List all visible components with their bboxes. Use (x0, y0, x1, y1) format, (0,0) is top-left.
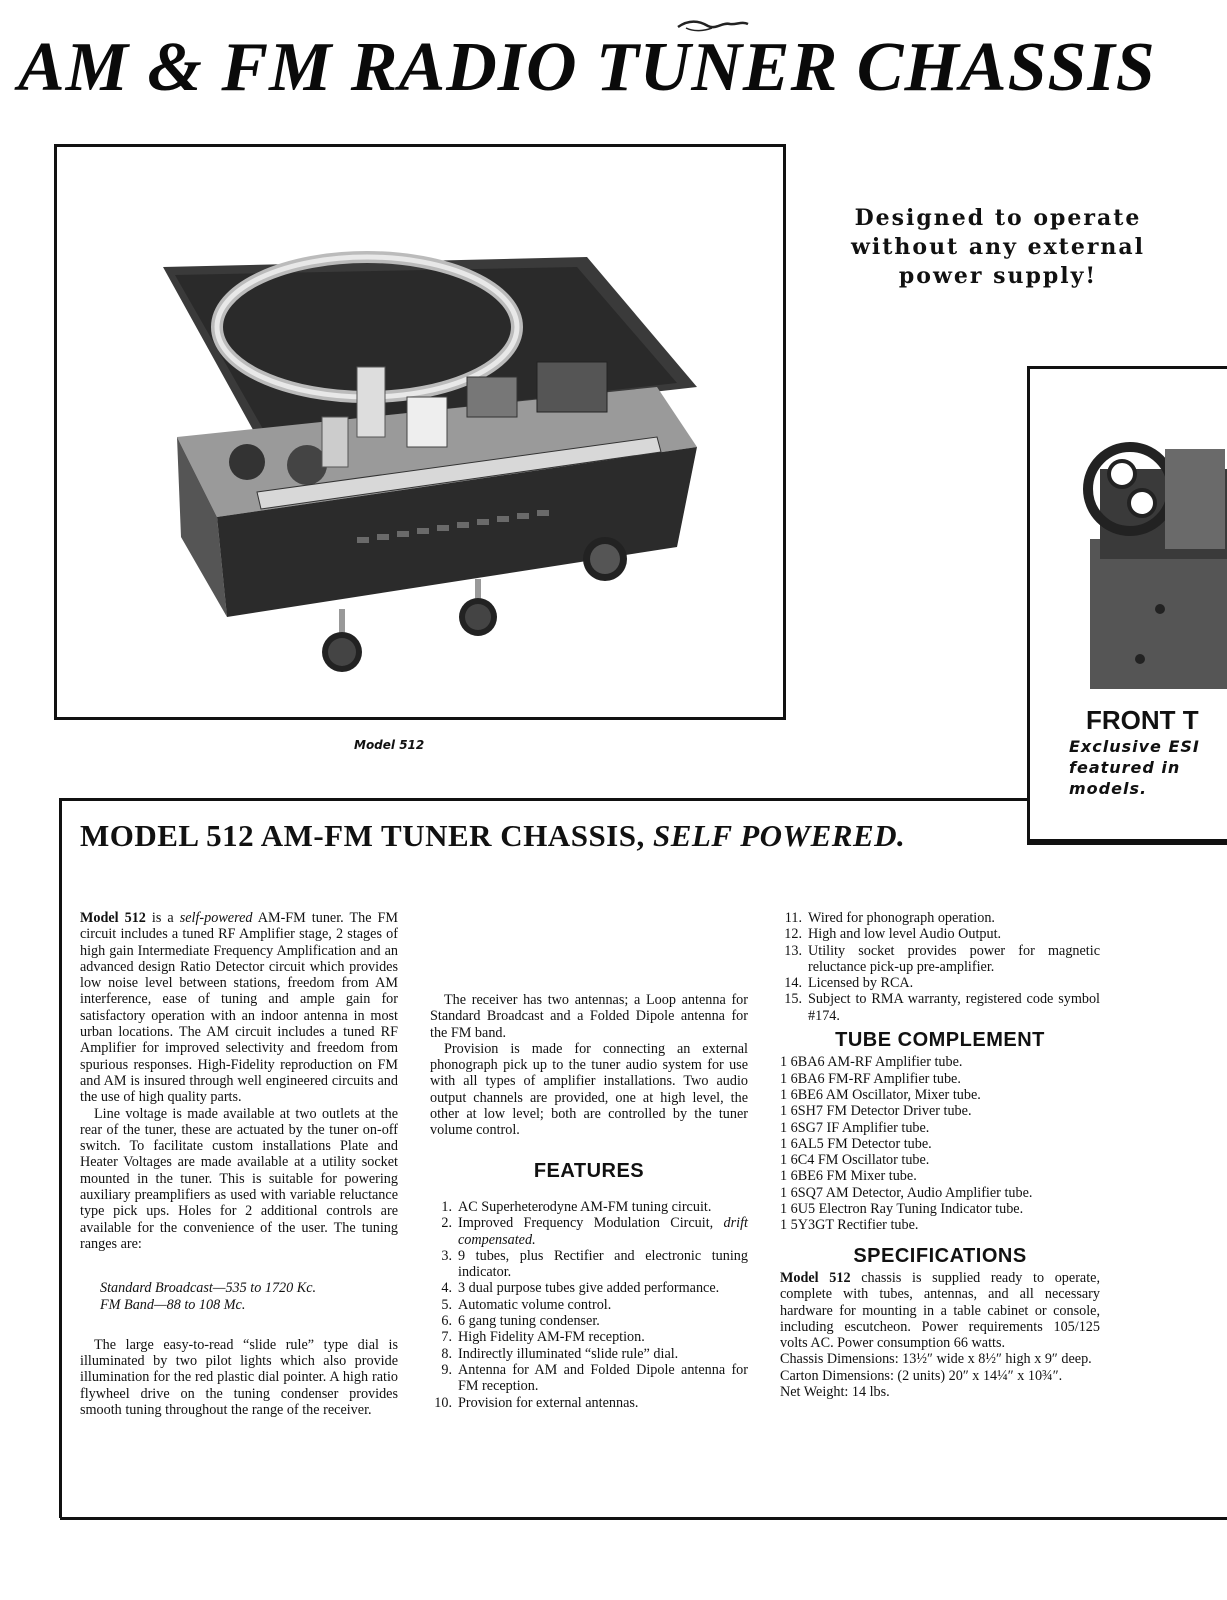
feature-text (808, 910, 1100, 926)
feature-text-body: 6 gang tuning condenser. (458, 1313, 600, 1330)
photo-caption: Model 512 (354, 738, 425, 752)
tube-item: 1 6BA6 AM-RF Amplifier tube. (780, 1054, 963, 1071)
feature-text (808, 991, 1100, 1024)
line-voltage-paragraph: Line voltage is made available at two outlets at the rear of the tuner, these are actuated by the tuner on-off switch. To facilitate custom installations Plate and Heater Voltages are made available at a utility socket mounted in the tuner. This is suitable for powering auxiliary preamplifiers as used with variable reluctance type pick ups. Holes for 2 additional controls are available for the convenience of the user. The tuning ranges are: (80, 1105, 398, 1252)
tube-item: 1 6SG7 IF Amplifier tube. (780, 1119, 930, 1136)
feature-number: 5. (441, 1296, 452, 1313)
tube-item: 1 6BA6 FM-RF Amplifier tube. (780, 1070, 961, 1087)
feature-number: 10. (434, 1394, 452, 1411)
feature-text-body: High and low level Audio Output. (808, 926, 1002, 943)
feature-item (430, 1362, 748, 1395)
tube-item: 1 6AL5 FM Detector tube. (780, 1135, 932, 1152)
feature-number: 6. (441, 1313, 452, 1330)
feature-item (780, 926, 1100, 942)
feature-item (430, 1248, 748, 1281)
feature-number: 12. (784, 926, 802, 943)
tube-list (780, 1054, 1100, 1233)
feature-text-body: AC Superheterodyne AM-FM tuning circuit. (458, 1198, 712, 1215)
feature-text-emphasis: drift compensated. (458, 1215, 748, 1248)
feature-text (808, 943, 1100, 976)
feature-text (458, 1199, 748, 1215)
feature-number: 14. (784, 975, 802, 992)
tagline-line-3: power supply! (898, 263, 1098, 289)
intro-text: AM-FM tuner. The FM circuit includes a tuned RF Amplifier stage, 2 stages of high gain Intermediate Frequency Amplification and an advanced design Ratio Detector circuit which provides low noise level between stations, freedom from AM interference, ease of tuning and ample gain for satisfactory operation with an indoor antenna in most urban locations. The AM circuit includes a tuned RF Amplifier for improved selectivity and freedom from spurious responses. High-Fidelity reproduction on FM and AM is insured through well engineered circuits and the use of high quality parts. (80, 910, 399, 1106)
feature-number: 2. (441, 1215, 452, 1232)
tube-item: 1 6C4 FM Oscillator tube. (780, 1152, 930, 1169)
feature-text (458, 1280, 748, 1296)
feature-text (808, 926, 1100, 942)
feature-item (430, 1329, 748, 1345)
tube-item: 1 6SH7 FM Detector Driver tube. (780, 1103, 972, 1120)
section-title-emphasis: SELF POWERED. (653, 818, 906, 853)
front-panel-photo (1030, 369, 1227, 699)
tube-item: 1 6U5 Electron Ray Tuning Indicator tube. (780, 1201, 1024, 1218)
feature-number: 4. (441, 1280, 452, 1297)
tuning-ranges (100, 1280, 398, 1313)
feature-item (430, 1297, 748, 1313)
tagline-line-2: without any external (850, 234, 1146, 260)
body-column-1 (80, 910, 398, 1418)
feature-text (458, 1215, 748, 1248)
antennas-paragraph: The receiver has two antennas; a Loop antenna for Standard Broadcast and a Folded Dipole antenna for the FM band. (430, 992, 748, 1041)
feature-text (458, 1248, 748, 1281)
inset-title: FRONT T (1086, 705, 1199, 735)
model-lead: Model 512 (80, 910, 146, 926)
specifications-heading: SPECIFICATIONS (853, 1244, 1027, 1267)
feature-text-body: Subject to RMA warranty, registered code symbol #174. (808, 991, 1100, 1024)
inset-text-line-2: featured in (1069, 758, 1181, 777)
tube-complement-heading: TUBE COMPLEMENT (835, 1029, 1045, 1052)
feature-item (430, 1215, 748, 1248)
feature-text-body: Automatic volume control. (458, 1296, 612, 1313)
feature-item (430, 1199, 748, 1215)
intro-emphasis: self-powered (179, 910, 253, 926)
section-border-bottom (60, 1517, 1227, 1520)
inset-text-line-3: models. (1069, 779, 1148, 798)
tagline-line-1: Designed to operate (854, 205, 1142, 231)
tube-item: 1 6SQ7 AM Detector, Audio Amplifier tube. (780, 1184, 1033, 1201)
range-standard-broadcast: Standard Broadcast—535 to 1720 Kc. (100, 1280, 317, 1297)
feature-number: 9. (441, 1361, 452, 1378)
range-fm-band: FM Band—88 to 108 Mc. (100, 1296, 246, 1313)
feature-number: 15. (784, 991, 802, 1008)
feature-text-body: Provision for external antennas. (458, 1394, 639, 1411)
tube-item: 1 6BE6 AM Oscillator, Mixer tube. (780, 1086, 981, 1103)
body-column-2 (430, 910, 748, 1411)
tube-item: 1 5Y3GT Rectifier tube. (780, 1217, 919, 1234)
feature-text-body: Licensed by RCA. (808, 975, 914, 992)
features-list (430, 1199, 748, 1411)
carton-dimensions: Carton Dimensions: (2 units) 20″ x 14¼″ x 10¾″. (780, 1367, 1063, 1384)
inset-text (1069, 736, 1227, 799)
specifications-paragraph (780, 1270, 1100, 1351)
intro-text-pre: is a (151, 910, 174, 926)
feature-text-body: Improved Frequency Modulation Circuit, (458, 1215, 714, 1232)
feature-text-body: 3 dual purpose tubes give added performance. (458, 1280, 720, 1297)
feature-item (430, 1313, 748, 1329)
section-border-left (59, 798, 62, 1518)
tube-item: 1 6BE6 FM Mixer tube. (780, 1168, 917, 1185)
feature-item (780, 910, 1100, 926)
feature-text (808, 975, 1100, 991)
feature-text (458, 1395, 748, 1411)
phono-paragraph: Provision is made for connecting an external phonograph pick up to the tuner audio system for use with all types of amplifier installations. Two audio output channels are provided, one at high level, the other at low level; both are controlled by the tuner volume control. (430, 1040, 748, 1139)
tagline (848, 204, 1148, 291)
tuner-chassis-photo (57, 147, 783, 717)
feature-number: 8. (441, 1345, 452, 1362)
feature-item (780, 943, 1100, 976)
feature-item (430, 1280, 748, 1296)
feature-item (430, 1395, 748, 1411)
chassis-dimensions: Chassis Dimensions: 13½″ wide x 8½″ high x 9″ deep. (780, 1351, 1092, 1368)
dial-paragraph (80, 1337, 398, 1418)
feature-text-body: High Fidelity AM-FM reception. (458, 1329, 645, 1346)
net-weight: Net Weight: 14 lbs. (780, 1384, 890, 1401)
section-title-main: MODEL 512 AM-FM TUNER CHASSIS, (80, 818, 645, 853)
feature-text (458, 1297, 748, 1313)
feature-number: 3. (441, 1247, 452, 1264)
section-border-top (60, 798, 1030, 801)
features-list-continued (780, 910, 1100, 1024)
feature-text-body: Antenna for AM and Folded Dipole antenna for FM reception. (458, 1361, 748, 1395)
inset-text-line-1: Exclusive ESI (1069, 737, 1200, 756)
feature-number: 1. (441, 1198, 452, 1215)
features-heading: FEATURES (533, 1159, 645, 1182)
intro-paragraph (80, 910, 398, 1106)
dial-text: The large easy-to-read “slide rule” type dial is illuminated by two pilot lights which also provide illumination for the red plastic dial pointer. A high ratio flywheel drive on the tuning condenser provides smooth tuning throughout the range of the receiver. (80, 1336, 398, 1419)
feature-text (458, 1313, 748, 1329)
feature-number: 11. (784, 910, 802, 926)
feature-number: 13. (784, 942, 802, 959)
specs-text: chassis is supplied ready to operate, complete with tubes, antennas, and all necessary hardware for mounting in a table cabinet or console, including escutcheon. Power requirements 105/125 volts AC. Power consumption 66 watts. (780, 1269, 1100, 1352)
product-photo-frame (54, 144, 786, 720)
body-column-3 (780, 910, 1100, 1400)
feature-item (780, 991, 1100, 1024)
section-border-top-right (1027, 842, 1227, 845)
feature-text-body: Wired for phonograph operation. (808, 910, 995, 926)
feature-item (780, 975, 1100, 991)
feature-text (458, 1329, 748, 1345)
page-headline: AM & FM RADIO TUNER CHASSIS (18, 29, 1156, 106)
section-title (80, 818, 905, 854)
feature-text-body: Utility socket provides power for magnetic reluctance pick-up pre-amplifier. (808, 942, 1100, 975)
feature-text (458, 1346, 748, 1362)
specs-model-lead: Model 512 (780, 1269, 851, 1286)
feature-text (458, 1362, 748, 1395)
feature-text-body: Indirectly illuminated “slide rule” dial. (458, 1345, 679, 1362)
feature-text-body: 9 tubes, plus Rectifier and electronic tuning indicator. (458, 1247, 748, 1281)
feature-item (430, 1346, 748, 1362)
feature-number: 7. (441, 1329, 452, 1346)
